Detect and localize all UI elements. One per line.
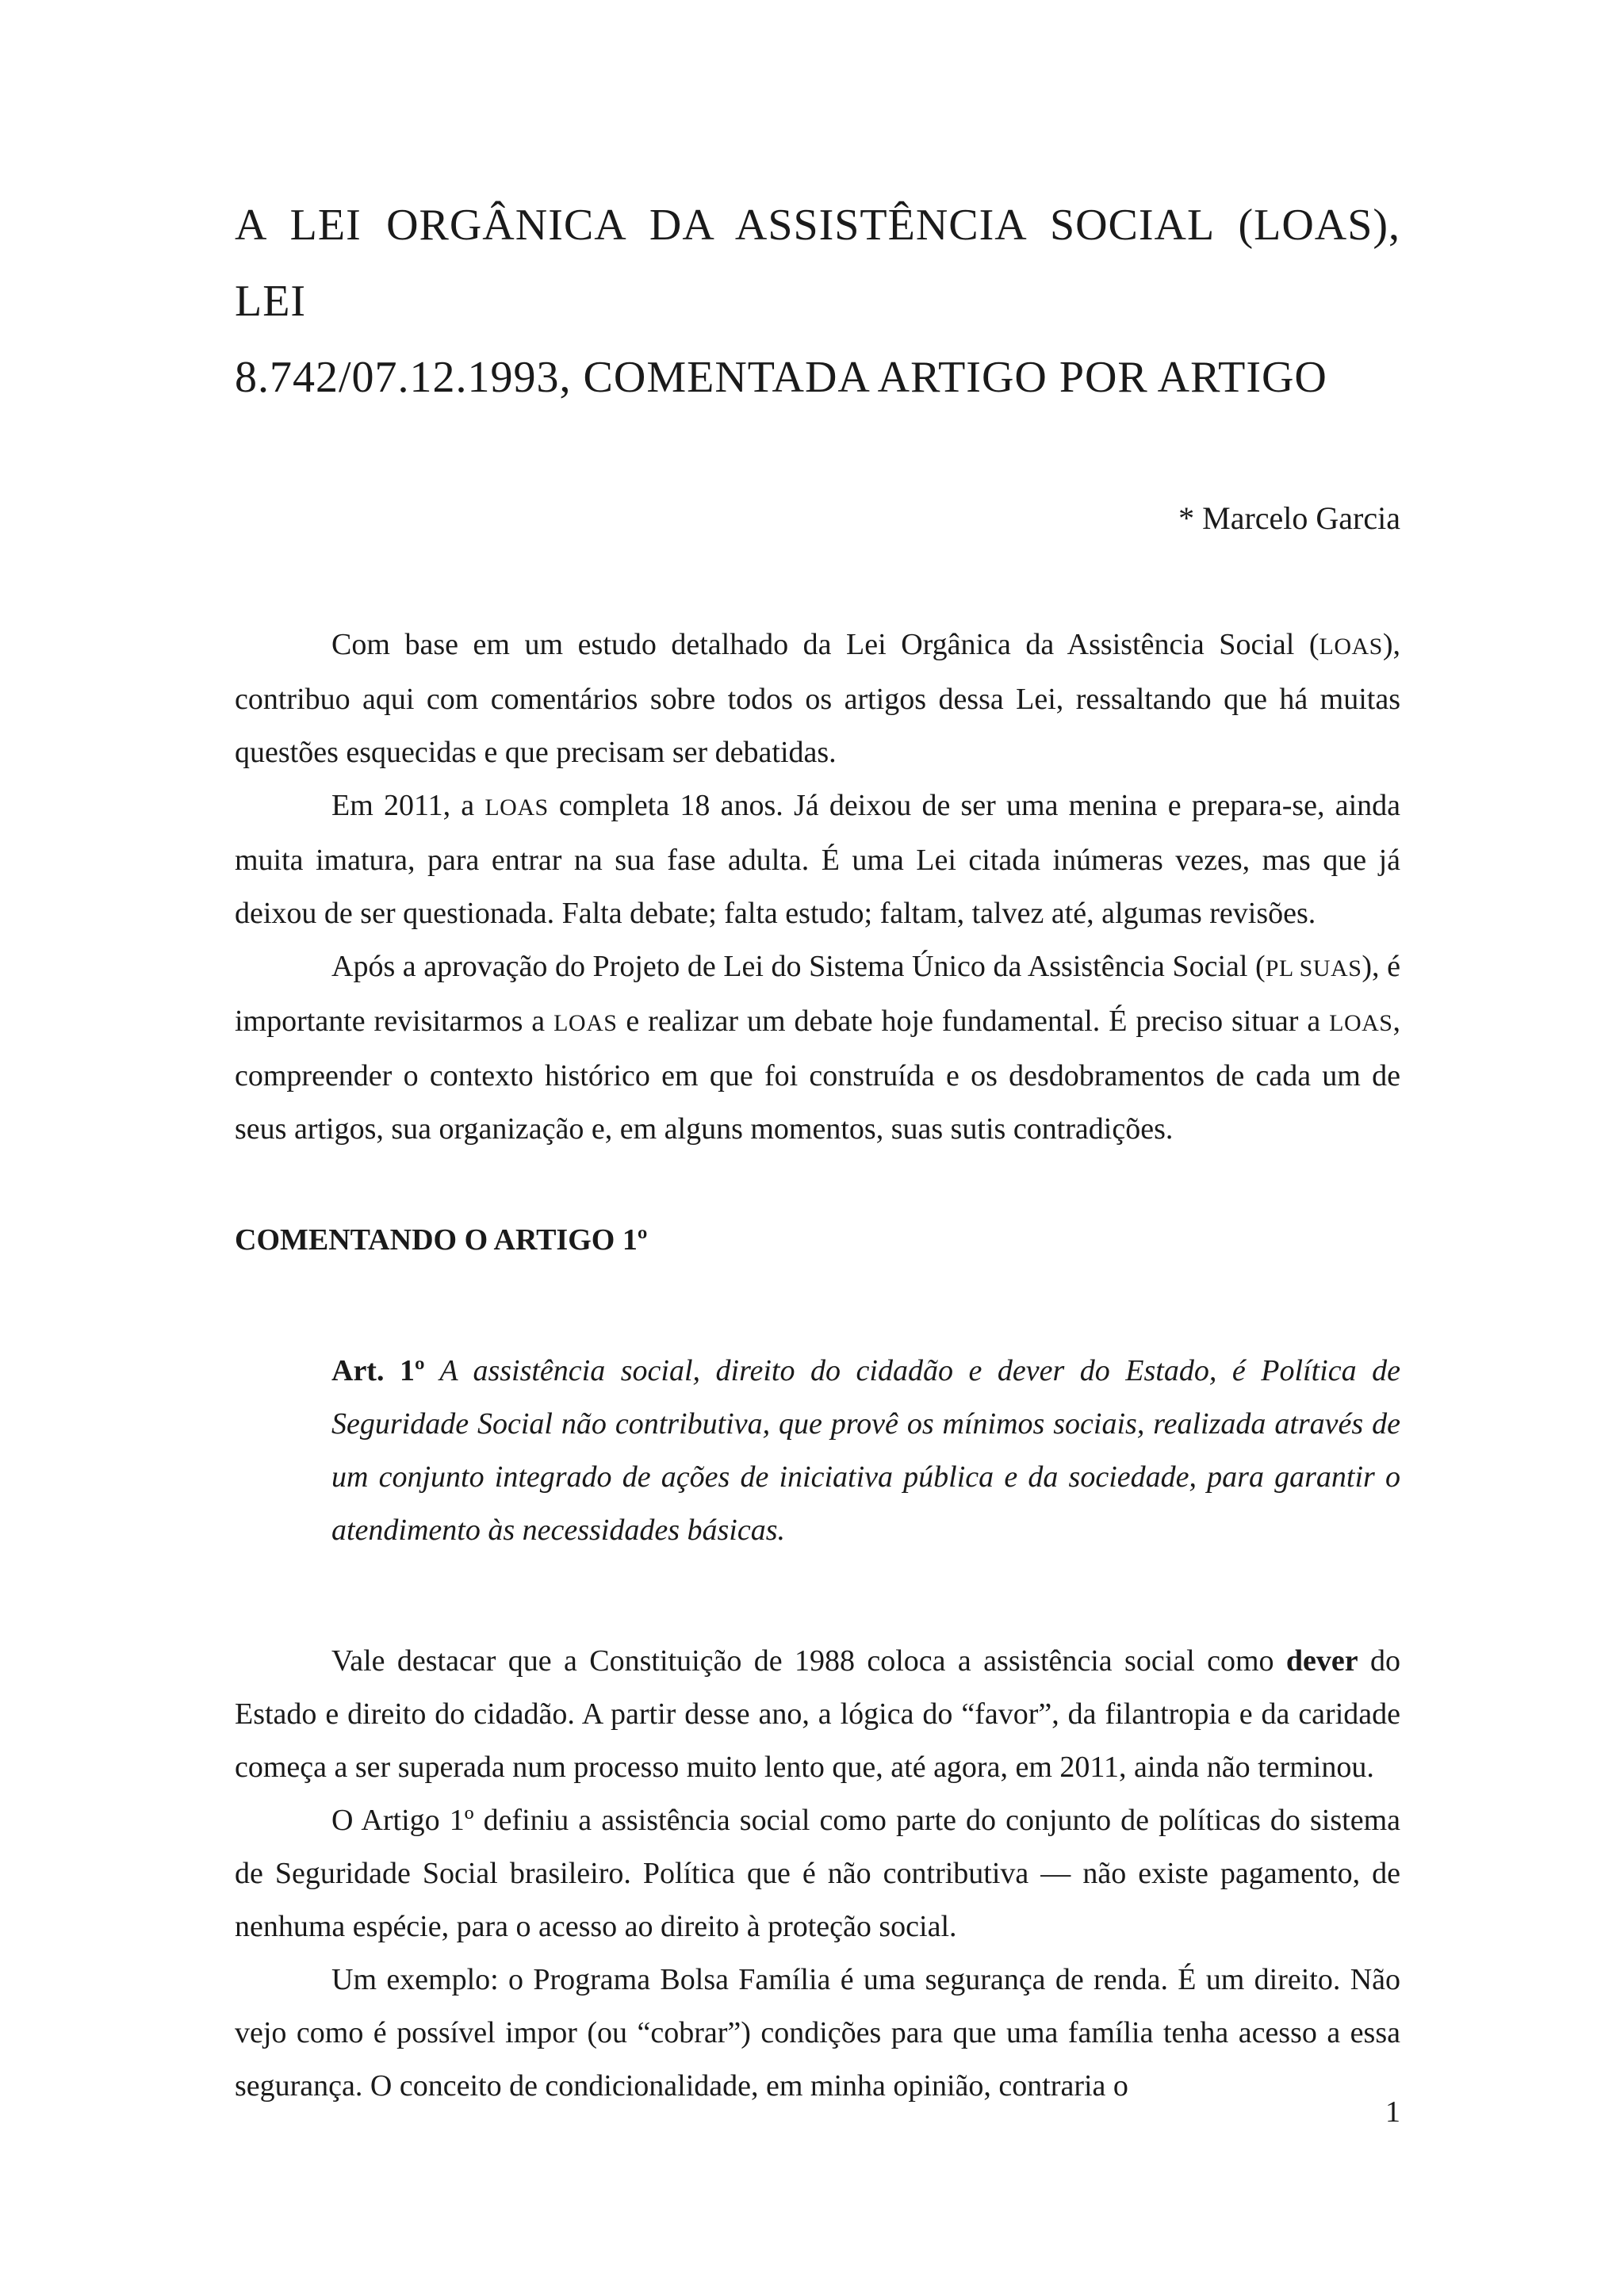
text-run: ), é importante revisitarmos a	[235, 950, 1400, 1038]
text-run: e realizar um debate hoje fundamental. É preciso situar a	[617, 1004, 1330, 1038]
author-line: * Marcelo Garcia	[1178, 500, 1400, 536]
commentary-paragraph-3: Um exemplo: o Programa Bolsa Família é uma segurança de renda. É um direito. Não vejo como é possível impor (ou “cobrar”) condições para que uma família tenha acesso a essa segurança. O conceito de condicionalidade, em minha opinião, contraria o	[235, 1963, 1400, 2103]
intro-section	[235, 618, 1400, 1156]
commentary-section	[235, 1635, 1400, 2113]
text-run: Com base em um estudo detalhado da Lei Orgânica da Assistência Social (	[331, 628, 1320, 661]
article-text: A assistência social, direito do cidadão e dever do Estado, é Política de Seguridade Social não contributiva, que provê os mínimos sociais, realizada através de um conjunto integrado de ações de iniciativa pública e da sociedade, para garantir o atendimento às necessidades básicas.	[331, 1354, 1400, 1547]
acronym-loas: LOAS	[1319, 633, 1383, 660]
commentary-paragraph-1	[235, 1635, 1400, 1794]
intro-paragraph-2	[235, 779, 1400, 940]
page-number: 1	[1385, 2095, 1400, 2129]
text-run: do Estado e direito do cidadão. A partir desse ano, a lógica do “favor”, da filantropia e da caridade começa a ser superada num processo muito lento que, até agora, em 2011, ainda não terminou.	[235, 1644, 1401, 1784]
bold-word-dever: dever	[1285, 1644, 1358, 1678]
text-run: completa 18 anos. Já deixou de ser uma menina e prepara-se, ainda muita imatura, para entrar na sua fase adulta. É uma Lei citada inúmeras vezes, mas que já deixou de ser questionada. Falta debate; falta estudo; faltam, talvez até, algumas revisões.	[235, 789, 1401, 930]
text-run: ), contribuo aqui com comentários sobre todos os artigos dessa Lei, ressaltando que há muitas questões esquecidas e que precisam ser debatidas.	[235, 628, 1400, 769]
section-heading-article-1: COMENTANDO O ARTIGO 1º	[235, 1223, 648, 1257]
intro-paragraph-3	[235, 940, 1400, 1156]
document-page	[235, 187, 1400, 2113]
text-run: Em 2011, a	[331, 789, 485, 822]
article-1-quote	[331, 1345, 1400, 1557]
text-run: Vale destacar que a Constituição de 1988 coloca a assistência social como	[331, 1644, 1286, 1678]
acronym-loas: LOAS	[485, 794, 549, 821]
document-title	[235, 187, 1400, 415]
commentary-paragraph-2: O Artigo 1º definiu a assistência social como parte do conjunto de políticas do sistema de Seguridade Social brasileiro. Política que é não contributiva — não existe pagamento, de nenhuma espécie, para o acesso ao direito à proteção social.	[235, 1804, 1400, 1943]
acronym-loas: LOAS	[1329, 1010, 1393, 1036]
text-run: Após a aprovação do Projeto de Lei do Sistema Único da Assistência Social (	[331, 950, 1266, 983]
title-line-2: 8.742/07.12.1993, COMENTADA ARTIGO POR ARTIGO	[235, 353, 1327, 402]
intro-paragraph-1	[235, 618, 1400, 779]
title-line-1: A LEI ORGÂNICA DA ASSISTÊNCIA SOCIAL (LOAS), LEI	[235, 201, 1400, 326]
text-run: , compreender o contexto histórico em que foi construída e os desdobramentos de cada um de seus artigos, sua organização e, em alguns momentos, suas sutis contradições.	[235, 1004, 1400, 1146]
acronym-loas: LOAS	[553, 1010, 618, 1036]
acronym-pl-suas: PL SUAS	[1265, 955, 1362, 982]
article-label: Art. 1º	[331, 1354, 425, 1387]
